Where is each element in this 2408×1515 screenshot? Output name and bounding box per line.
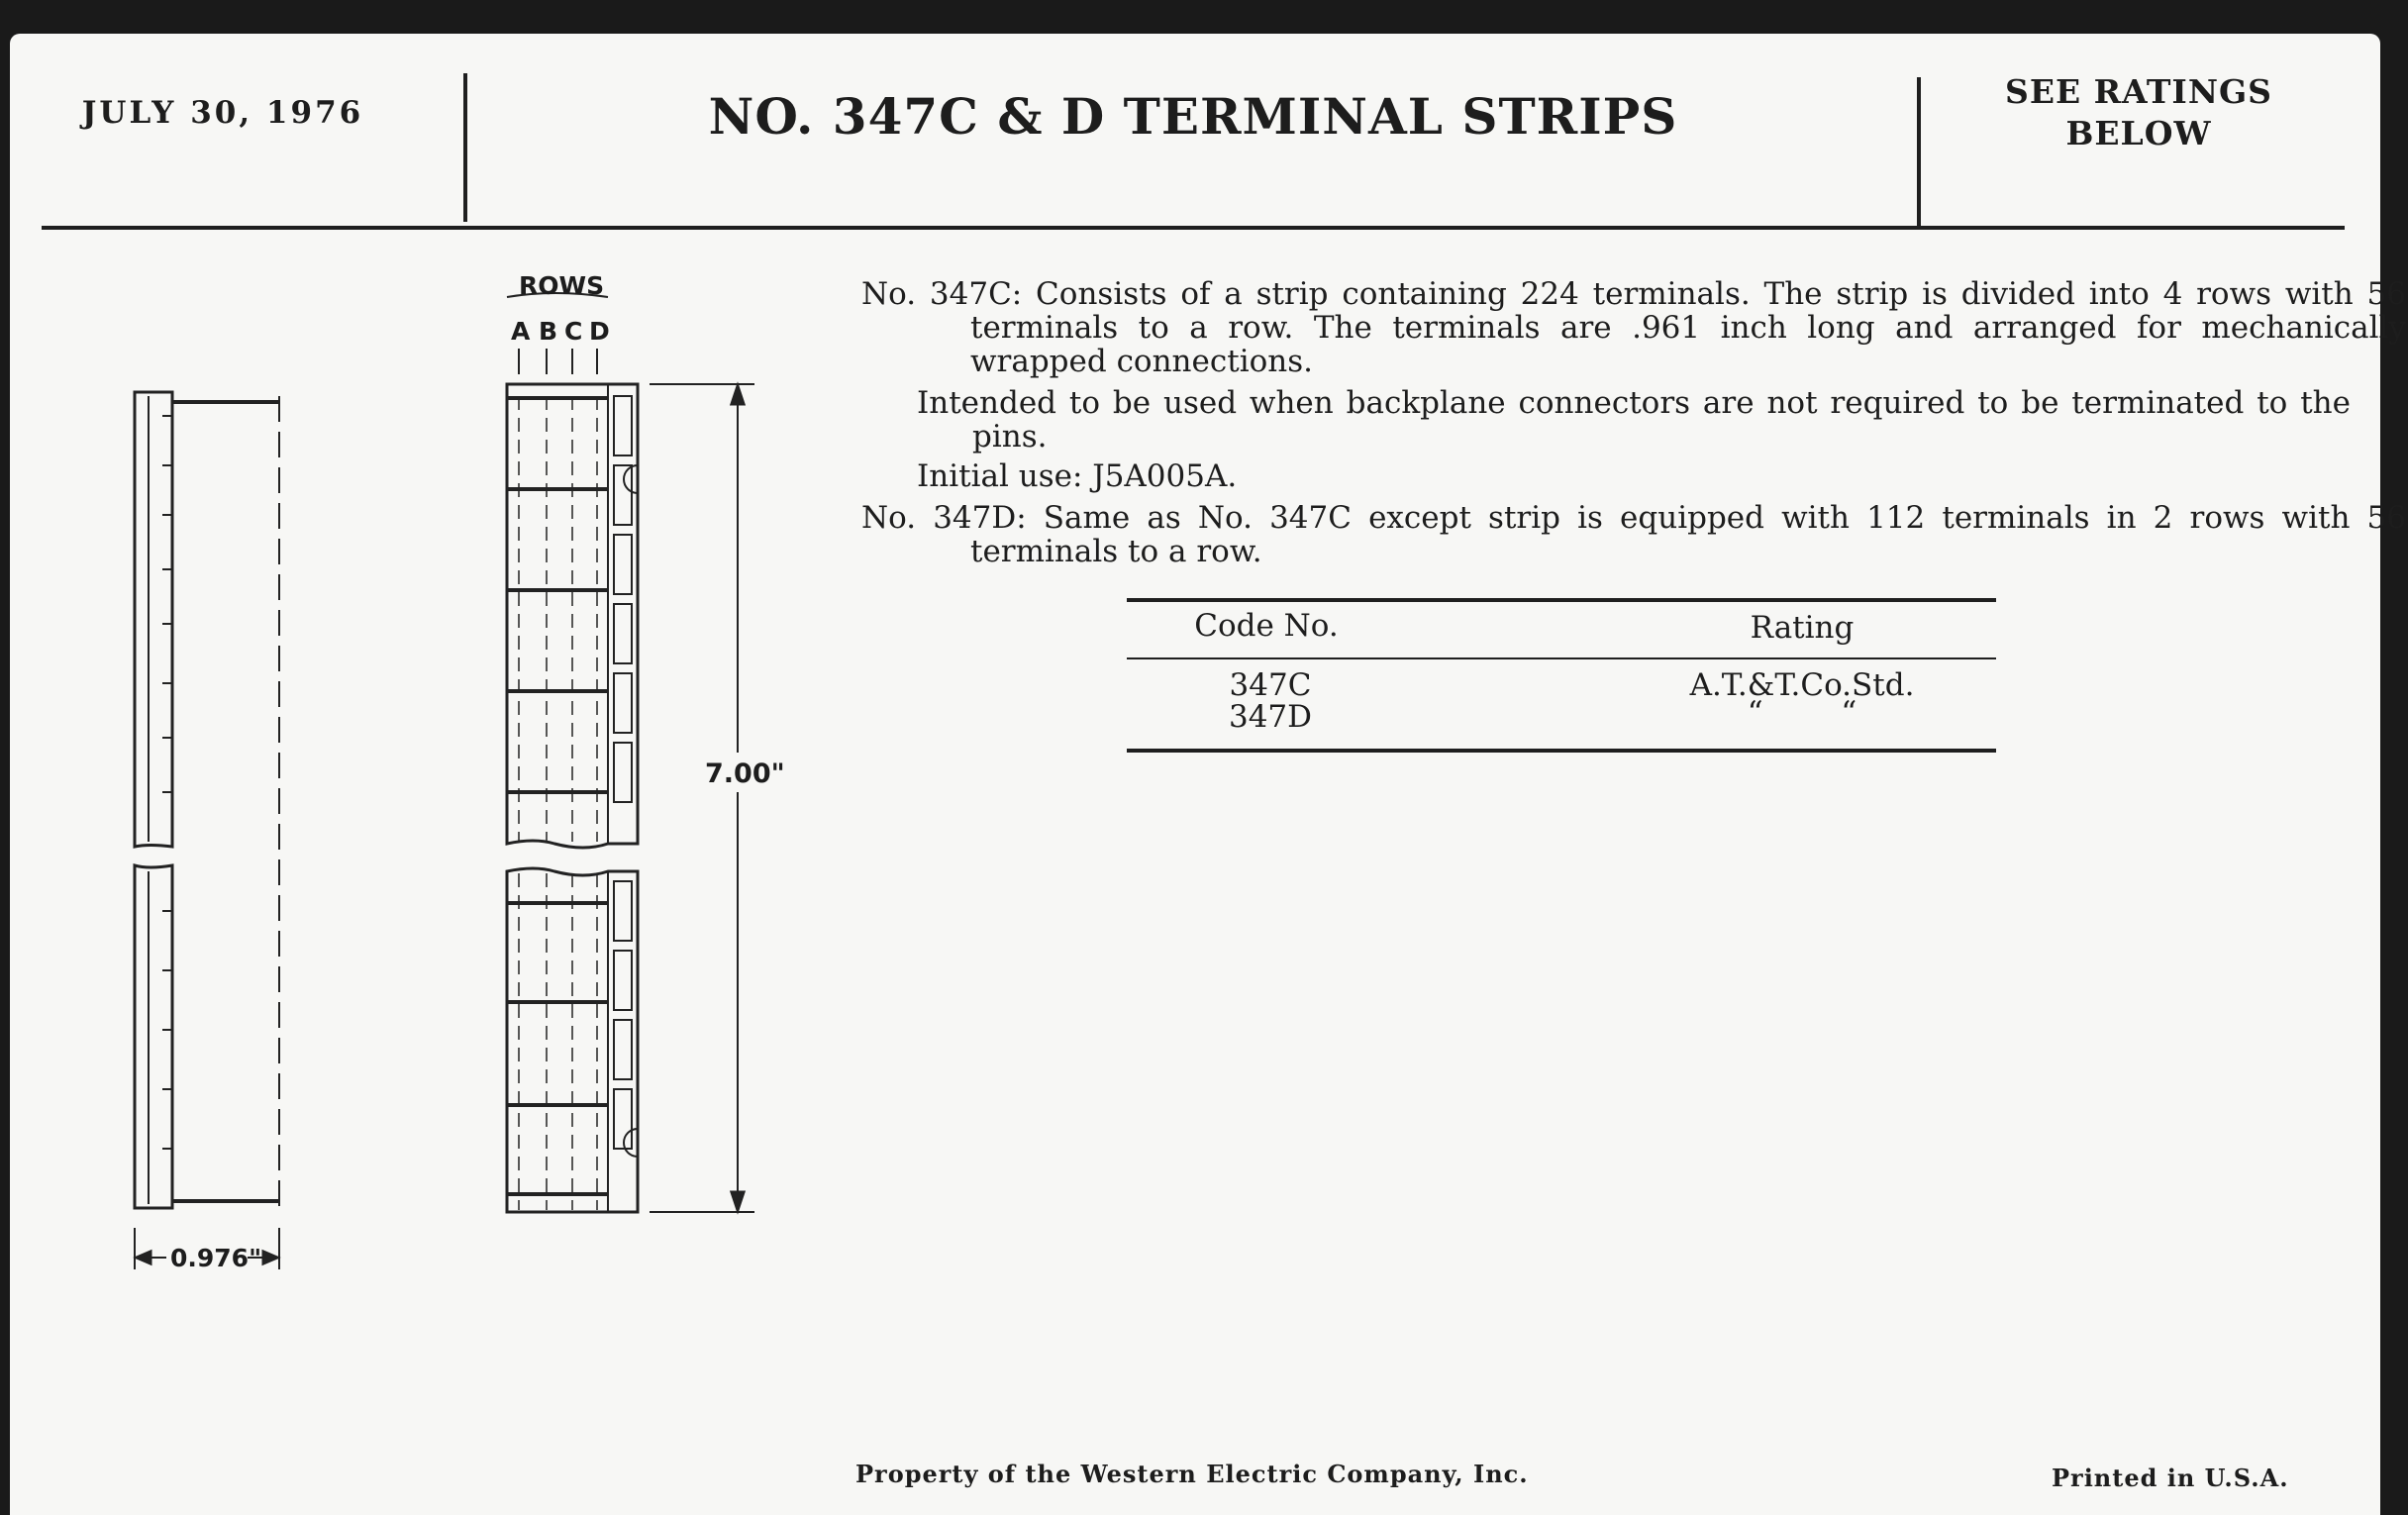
paragraph-initial-use: Initial use: J5A005A. [917,458,1238,494]
paragraph-347c: No. 347C: Consists of a strip containing 224 terminals. The strip is divided into 4 rows with 56 terminals to a row. The terminals are .961 inch long and arranged for mechanically wrapped connections. [861,276,2406,379]
page-title: NO. 347C & D TERMINAL STRIPS [708,87,1678,146]
table-top-rule [1127,598,1996,602]
paragraph-intended-use: Intended to be used when backplane connectors are not required to be terminated to the pins. [917,385,2351,454]
paragraph-347d: No. 347D: Same as No. 347C except strip is equipped with 112 terminals in 2 rows with 56 terminals to a row. [861,500,2406,569]
footer-property: Property of the Western Electric Company, Inc. [855,1460,1529,1488]
rows-label: ROWS [519,271,605,300]
row-letter-b: B [539,317,558,346]
row-letter-a: A [511,317,531,346]
side-view [135,392,279,1269]
footer-printed: Printed in U.S.A. [2052,1464,2289,1492]
table-header-rule [1127,657,1996,659]
table-cell-rating: “ “ [1747,695,1857,731]
table-header-rating: Rating [1750,610,1855,646]
ratings-line-2: BELOW [2065,114,2212,152]
ratings-line-1: SEE RATINGS [2004,72,2273,111]
header-date: JULY 30, 1976 [81,95,364,131]
table-cell-code: 347C [1229,667,1312,703]
front-view [507,293,754,1212]
length-dimension: 7.00" [705,758,785,789]
table-cell-rating: A.T.&T.Co.Std. [1689,667,1915,703]
row-letter-d: D [589,317,610,346]
row-letter-c: C [564,317,583,346]
width-dimension: 0.976" [170,1244,262,1272]
table-cell-code: 347D [1228,699,1313,735]
table-header-code: Code No. [1194,608,1339,644]
table-bottom-rule [1127,749,1996,753]
